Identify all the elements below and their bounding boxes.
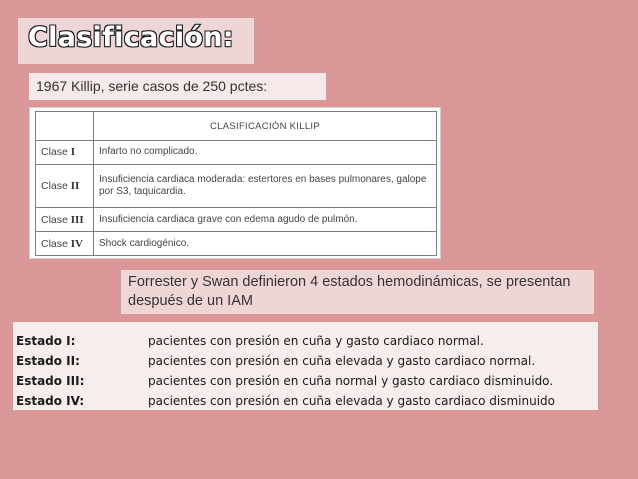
slide-title: Clasificación: xyxy=(28,22,234,53)
clase-label: Clase xyxy=(41,146,68,159)
estado-label: Estado IV: xyxy=(16,394,85,408)
killip-desc: Infarto no complicado. xyxy=(94,141,437,165)
clase-number: II xyxy=(70,180,80,193)
forrester-text: Forrester y Swan definieron 4 estados hemodinámicas, se presentan después de un IAM xyxy=(128,274,571,309)
killip-clase-cell xyxy=(36,164,94,207)
clase-number: I xyxy=(70,146,76,159)
killip-clase-cell xyxy=(36,232,94,256)
subtitle-text: 1967 Killip, serie casos de 250 pctes: xyxy=(36,78,268,94)
killip-header: CLASIFICACIÓN KILLIP xyxy=(94,112,437,141)
killip-table-image xyxy=(29,107,441,259)
clase-number: IV xyxy=(70,237,84,250)
clase-label: Clase xyxy=(41,237,68,250)
killip-row xyxy=(36,232,437,256)
killip-desc: Insuficiencia cardiaca grave con edema agudo de pulmón. xyxy=(94,208,437,232)
estado-desc: pacientes con presión en cuña normal y gasto cardiaco disminuido. xyxy=(148,374,554,388)
killip-clase-cell xyxy=(36,208,94,232)
killip-row xyxy=(36,141,437,165)
killip-header-row xyxy=(36,112,437,141)
estado-desc: pacientes con presión en cuña elevada y gasto cardiaco disminuido xyxy=(148,394,556,408)
clase-label: Clase xyxy=(41,213,68,226)
estado-desc: pacientes con presión en cuña elevada y gasto cardiaco normal. xyxy=(148,354,536,368)
estado-label: Estado I: xyxy=(16,334,76,348)
estado-label: Estado III: xyxy=(16,374,85,388)
clase-label: Clase xyxy=(41,180,68,193)
killip-header-empty xyxy=(36,112,94,141)
clase-number: III xyxy=(70,213,84,226)
estado-label: Estado II: xyxy=(16,354,80,368)
killip-table xyxy=(35,111,437,256)
killip-row xyxy=(36,208,437,232)
killip-row xyxy=(36,164,437,207)
killip-desc: Insuficiencia cardiaca moderada: estertores en bases pulmonares, galope por S3, taquicardia. xyxy=(94,164,437,207)
estado-desc: pacientes con presión en cuña y gasto cardiaco normal. xyxy=(148,334,484,348)
killip-desc: Shock cardiogénico. xyxy=(94,232,437,256)
killip-clase-cell xyxy=(36,141,94,165)
